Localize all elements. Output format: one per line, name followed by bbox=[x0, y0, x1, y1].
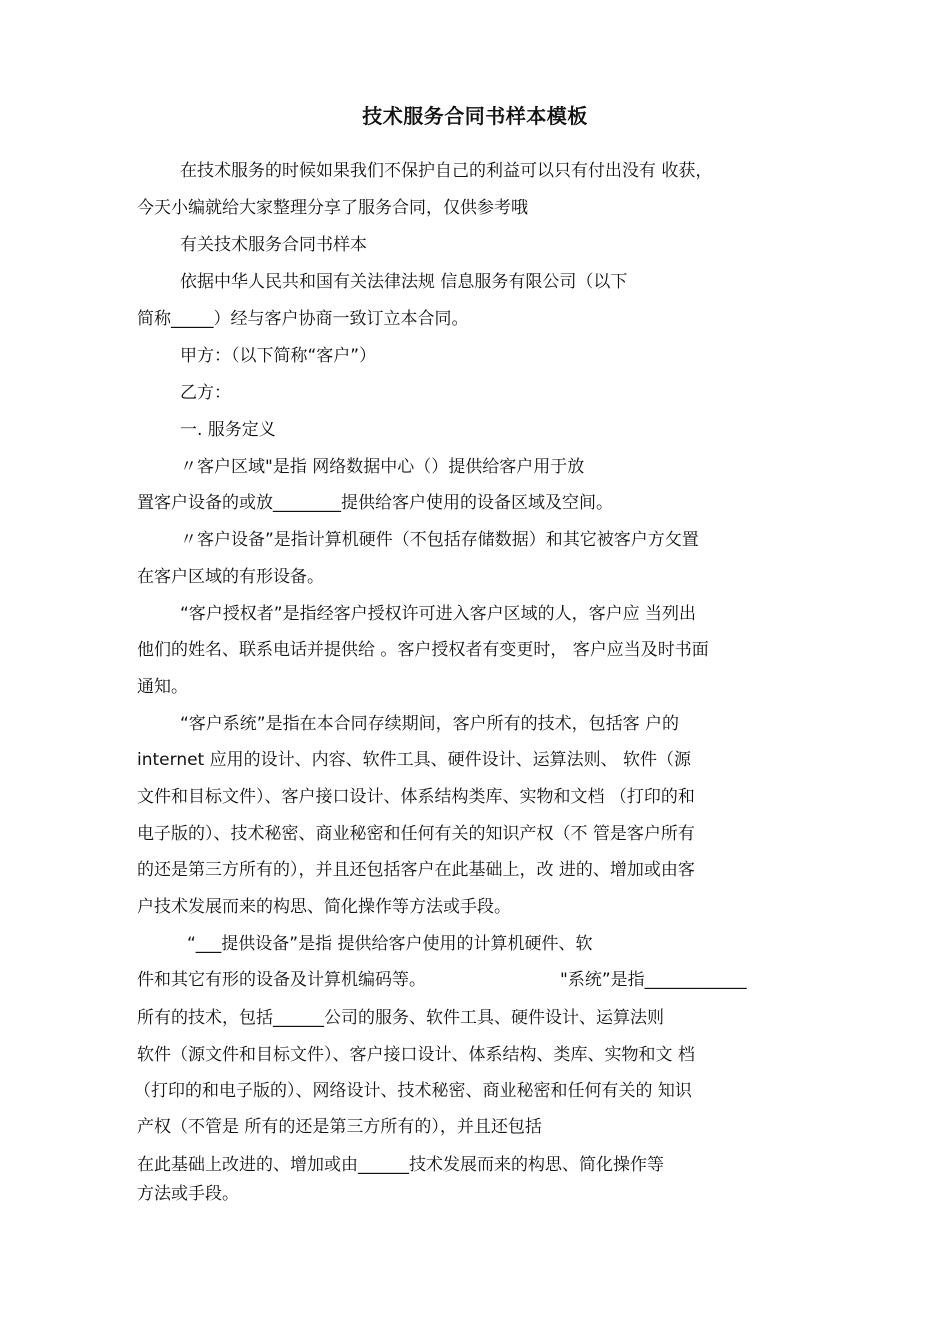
paragraph-line: 简称_____）经与客户协商一致订立本合同。 bbox=[137, 309, 469, 329]
paragraph-line: 件和其它有形的设备及计算机编码等。 bbox=[137, 970, 426, 990]
paragraph-line: 电子版的）、技术秘密、商业秘密和任何有关的知识产权（不 管是客户所有 bbox=[137, 824, 695, 844]
paragraph-line: 今天小编就给大家整理分享了服务合同，仅供参考哦 bbox=[137, 198, 528, 218]
paragraph-line: 软件（源文件和目标文件）、客户接口设计、体系结构、类库、实物和文 档 bbox=[137, 1045, 695, 1065]
paragraph-line: 在客户区域的有形设备。 bbox=[137, 567, 324, 587]
paragraph-line: 在此基础上改进的、增加或由______技术发展而来的构思、简化操作等 bbox=[137, 1155, 664, 1175]
paragraph-line: 所有的技术，包括______公司的服务、软件工具、硬件设计、运算法则 bbox=[137, 1008, 664, 1028]
paragraph-line: 依据中华人民共和国有关法律法规 信息服务有限公司（以下 bbox=[180, 272, 628, 292]
document-title: 技术服务合同书样本模板 bbox=[362, 104, 588, 128]
paragraph-line: 的还是第三方所有的），并且还包括客户在此基础上，改 进的、增加或由客 bbox=[137, 860, 695, 880]
paragraph-line: internet 应用的设计、内容、软件工具、硬件设计、运算法则、 软件（源 bbox=[137, 750, 692, 770]
paragraph-line: 在技术服务的时候如果我们不保护自己的利益可以只有付出没有 收获， bbox=[180, 161, 713, 181]
paragraph-line: “客户授权者”是指经客户授权许可进入客户区域的人，客户应 当列出 bbox=[180, 604, 697, 624]
paragraph-line: 产权（不管是 所有的还是第三方所有的），并且还包括 bbox=[137, 1117, 542, 1137]
paragraph-line: 乙方： bbox=[180, 383, 231, 403]
paragraph-line: "系统”是指____________ bbox=[560, 970, 747, 990]
paragraph-line: 有关技术服务合同书样本 bbox=[180, 235, 367, 255]
paragraph-line: 甲方：（以下简称“客户”） bbox=[180, 346, 377, 366]
paragraph-line: “___提供设备”是指 提供给客户使用的计算机硬件、软 bbox=[187, 934, 593, 954]
paragraph-line: 〃客户区域"是指 网络数据中心（）提供给客户用于放 bbox=[180, 457, 585, 477]
paragraph-line: 户技术发展而来的构思、简化操作等方法或手段。 bbox=[137, 897, 511, 917]
section-heading: 一. 服务定义 bbox=[180, 420, 276, 440]
paragraph-line: 方法或手段。 bbox=[137, 1184, 239, 1204]
paragraph-line: 〃客户设备”是指计算机硬件（不包括存储数据）和其它被客户方攵置 bbox=[180, 530, 699, 550]
paragraph-line: 他们的姓名、联系电话并提供给 。客户授权者有变更时， 客户应当及时书面 bbox=[137, 640, 709, 660]
paragraph-line: “客户系统”是指在本合同存续期间，客户所有的技术，包括客 户的 bbox=[180, 714, 680, 734]
paragraph-line: 文件和目标文件）、客户接口设计、体系结构类库、实物和文档 （打印的和 bbox=[137, 787, 695, 807]
paragraph-line: 置客户设备的或放________提供给客户使用的设备区域及空间。 bbox=[137, 493, 613, 513]
paragraph-line: （打印的和电子版的）、网络设计、技术秘密、商业秘密和任何有关的 知识 bbox=[134, 1081, 692, 1101]
paragraph-line: 通知。 bbox=[137, 677, 188, 697]
